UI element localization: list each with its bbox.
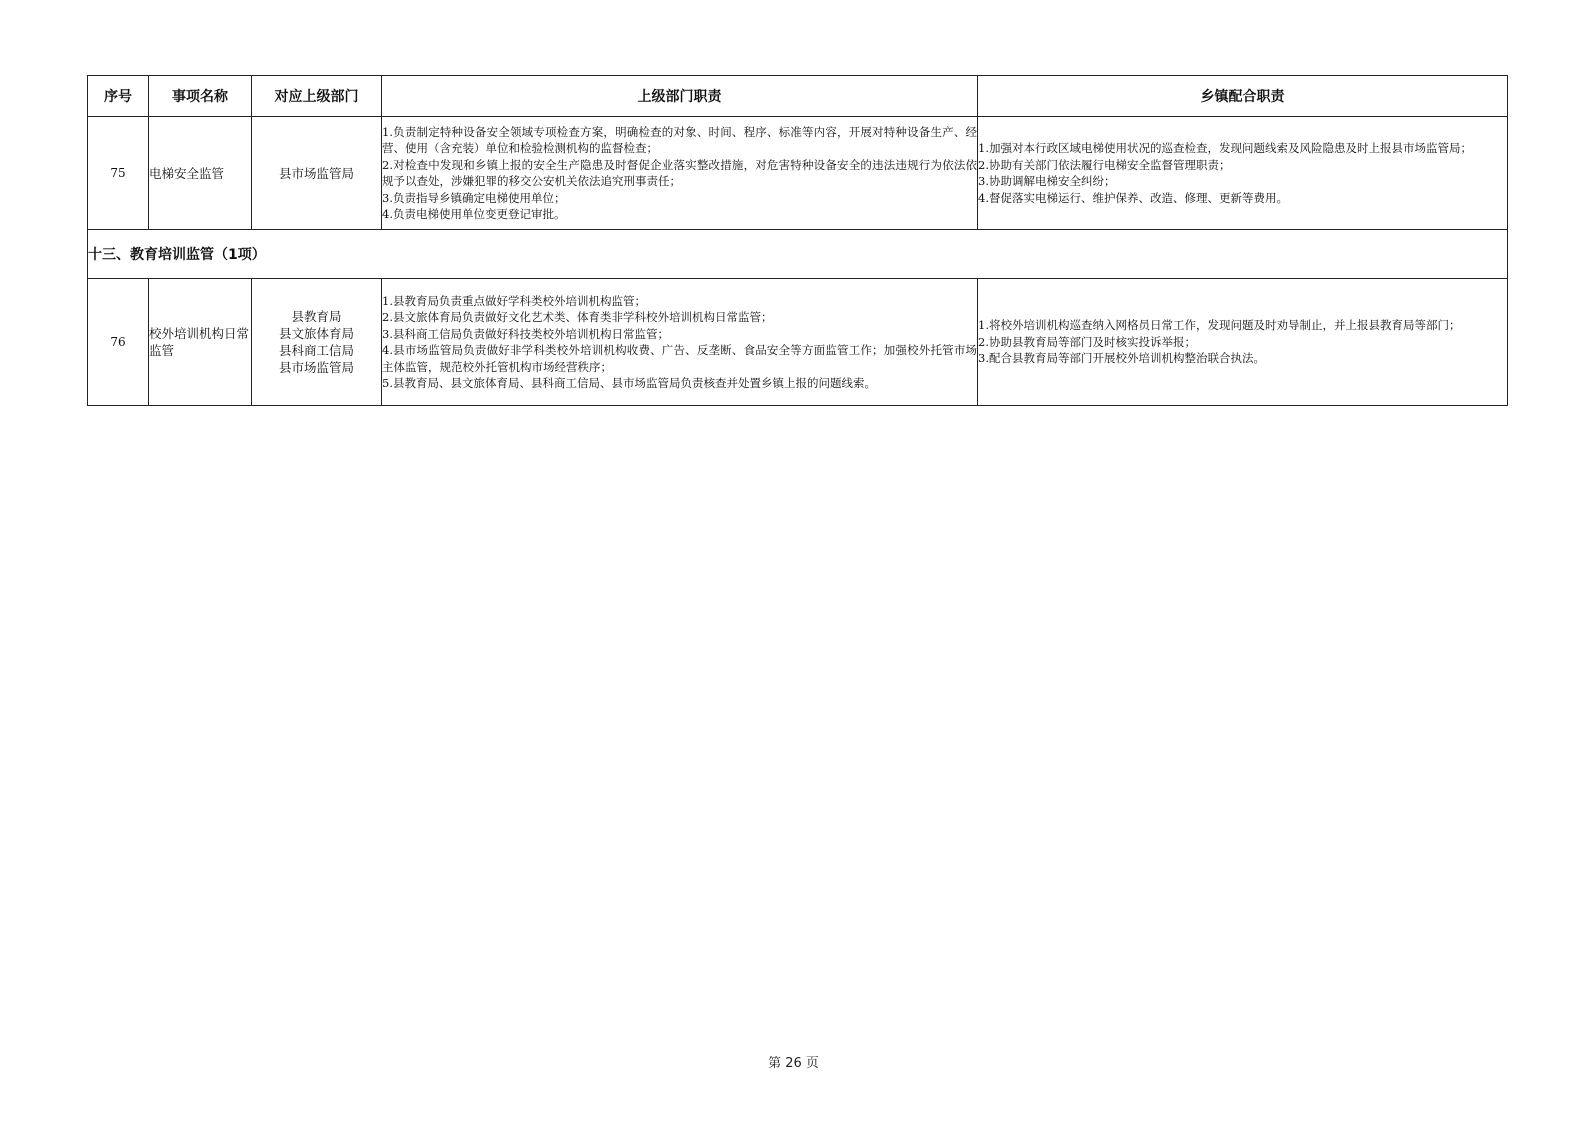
upper-dept-cell [252, 279, 382, 406]
table-row [88, 117, 1508, 230]
item-name: 电梯安全监管 [149, 117, 252, 230]
table-row [88, 279, 1508, 406]
header-item-name: 事项名称 [149, 76, 252, 117]
page-number: 第 26 页 [768, 1056, 819, 1071]
duty-line: 1.将校外培训机构巡查纳入网格员日常工作，发现问题及时劝导制止，并上报县教育局等部门； [978, 318, 1461, 333]
row-number: 76 [88, 279, 149, 406]
dept-name: 县市场监管局 [278, 165, 354, 181]
duty-line: 2.对检查中发现和乡镇上报的安全生产隐患及时督促企业落实整改措施，对危害特种设备安全的违法违规行为依法依规予以查处，涉嫌犯罪的移交公安机关依法追究刑事责任； [382, 157, 977, 188]
duty-line: 3.县科商工信局负责做好科技类校外培训机构日常监管； [382, 326, 669, 341]
upper-duties-cell [382, 117, 978, 230]
duty-line: 3.配合县教育局等部门开展校外培训机构整治联合执法。 [978, 351, 1265, 366]
section-heading: 十三、教育培训监管（1项） [88, 230, 1508, 279]
item-name: 校外培训机构日常监管 [149, 279, 252, 406]
header-upper-dept: 对应上级部门 [252, 76, 382, 117]
upper-dept-cell [252, 117, 382, 230]
duty-line: 3.协助调解电梯安全纠纷； [978, 174, 1116, 188]
dept-name: 县科商工信局 [278, 343, 354, 358]
duty-line: 2.协助有关部门依法履行电梯安全监督管理职责； [978, 157, 1231, 172]
duty-line: 2.县文旅体育局负责做好文化艺术类、体育类非学科校外培训机构日常监管； [382, 310, 773, 324]
header-upper-duties: 上级部门职责 [382, 76, 978, 117]
table-header-row [88, 76, 1508, 117]
dept-name: 县文旅体育局 [278, 326, 354, 341]
section-row [88, 230, 1508, 279]
duty-line: 1.县教育局负责重点做好学科类校外培训机构监管； [382, 293, 646, 308]
upper-duties-cell [382, 279, 978, 406]
duty-line: 3.负责指导乡镇确定电梯使用单位； [382, 190, 566, 205]
town-duties-cell [978, 279, 1508, 406]
duty-line: 4.县市场监管局负责做好非学科类校外培训机构收费、广告、反垄断、食品安全等方面监管工作；加强校外托管市场主体监管，规范校外托管机构市场经营秩序； [382, 343, 977, 374]
duty-table [87, 75, 1508, 406]
town-duties-cell [978, 117, 1508, 230]
duty-line: 4.督促落实电梯运行、维护保养、改造、修理、更新等费用。 [978, 190, 1288, 205]
header-town-duties: 乡镇配合职责 [978, 76, 1508, 117]
duty-line: 2.协助县教育局等部门及时核实投诉举报； [978, 334, 1196, 349]
row-number: 75 [88, 117, 149, 230]
dept-name: 县市场监管局 [278, 360, 354, 375]
duty-line: 1.加强对本行政区域电梯使用状况的巡查检查，发现问题线索及风险隐患及时上报县市场监管局； [978, 141, 1472, 155]
duty-line: 4.负责电梯使用单位变更登记审批。 [382, 207, 566, 221]
duty-line: 1.负责制定特种设备安全领域专项检查方案，明确检查的对象、时间、程序、标准等内容，开展对特种设备生产、经营、使用（含充装）单位和检验检测机构的监督检查； [382, 124, 977, 155]
duty-line: 5.县教育局、县文旅体育局、县科商工信局、县市场监管局负责核查并处置乡镇上报的问题线索。 [382, 376, 876, 390]
dept-name: 县教育局 [291, 309, 342, 324]
header-seq: 序号 [88, 76, 149, 117]
